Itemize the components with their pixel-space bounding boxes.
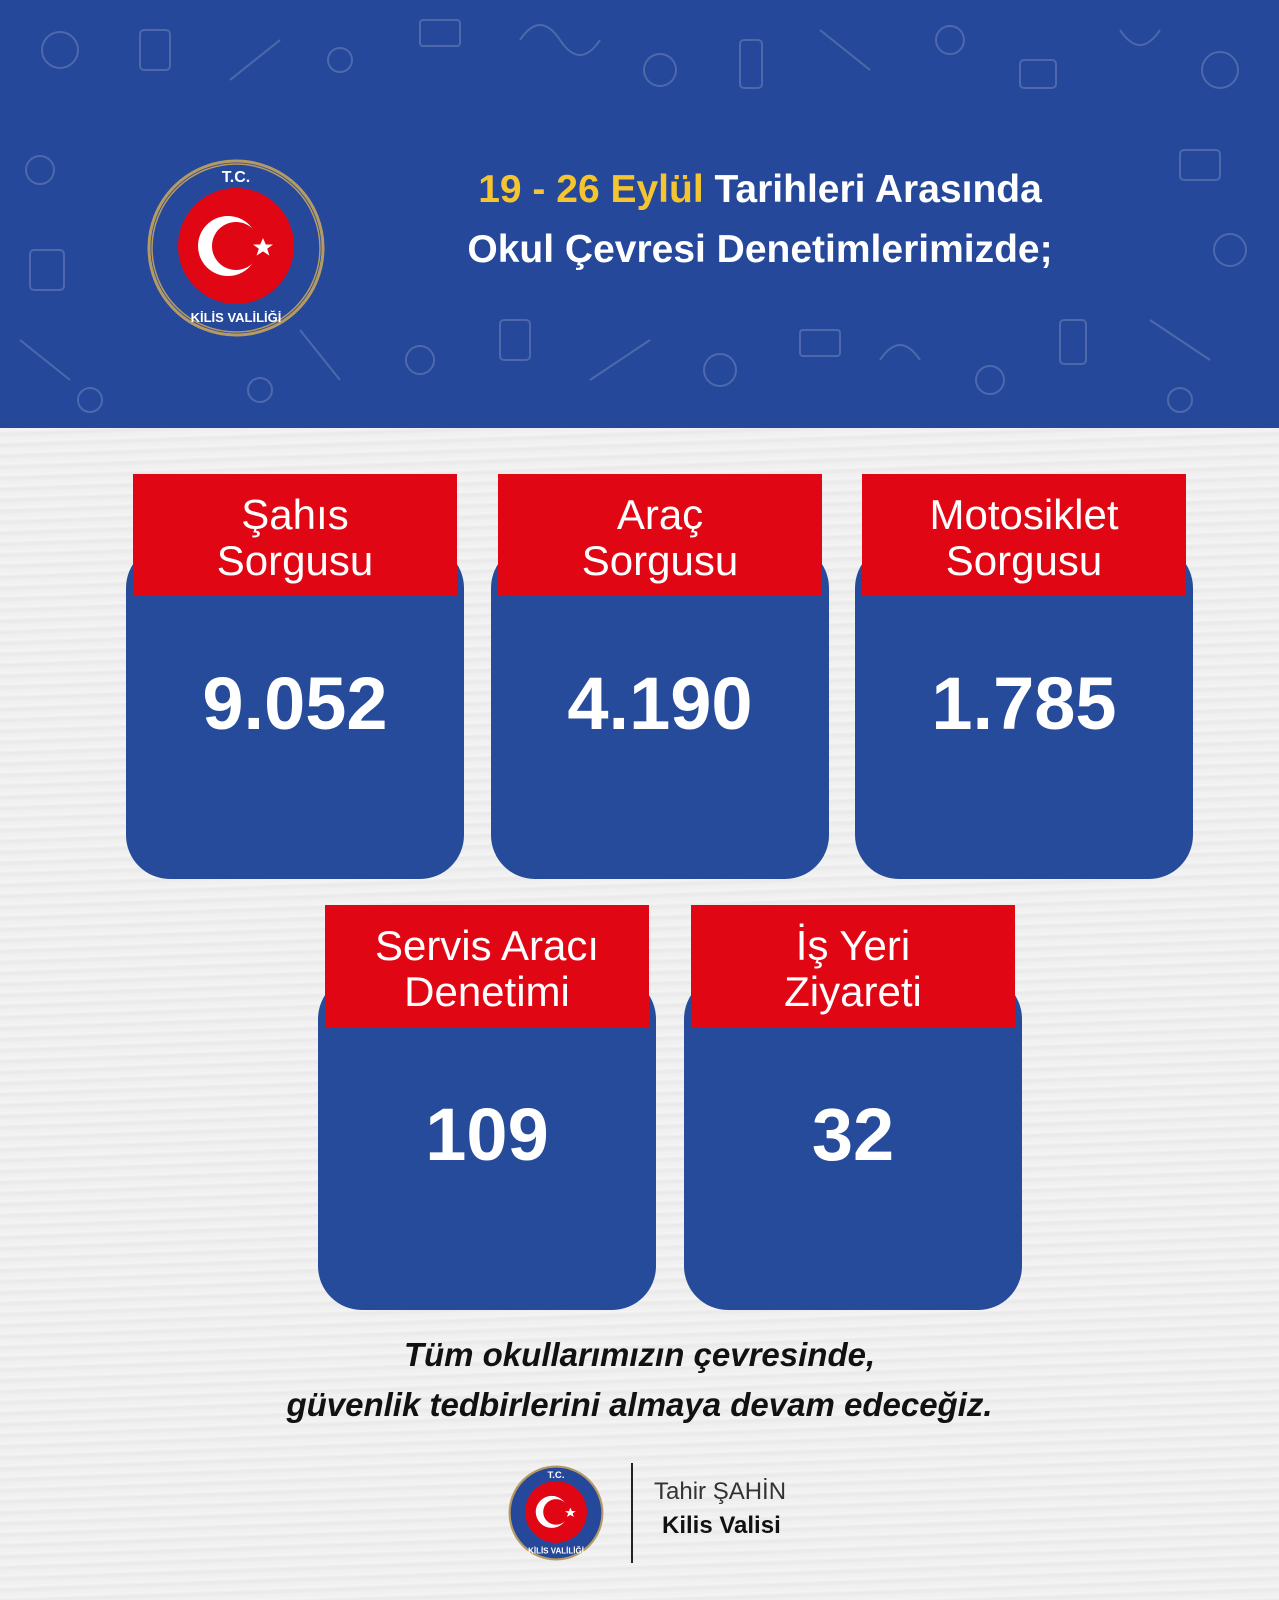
stat-card-is-yeri-ziyareti: [684, 905, 1022, 1310]
card-value: 1.785: [931, 662, 1117, 745]
date-range: 19 - 26 Eylül: [478, 168, 704, 211]
signer-name: Tahir ŞAHİN: [654, 1478, 787, 1505]
title-line-2: Okul Çevresi Denetimlerimizde;: [467, 228, 1053, 271]
card-label-line-2: Ziyareti: [784, 968, 922, 1015]
svg-text:T.C.: T.C.: [221, 169, 251, 186]
stat-card-sahis-sorgusu: [126, 474, 464, 879]
stat-card-arac-sorgusu: [491, 474, 829, 879]
kilis-valiligi-seal-logo: [146, 158, 326, 338]
page-title: [370, 160, 1150, 280]
card-label: [498, 474, 822, 596]
svg-text:KİLİS VALİLİĞİ: KİLİS VALİLİĞİ: [190, 310, 282, 325]
card-label-line-2: Sorgusu: [581, 537, 739, 584]
card-label: [325, 905, 649, 1027]
title-line-1-rest: Tarihleri Arasında: [703, 168, 1042, 211]
card-label: [691, 905, 1015, 1027]
card-label-line-1: Servis Aracı: [374, 922, 600, 969]
card-label-line-2: Denetimi: [404, 968, 570, 1015]
svg-text:T.C.: T.C.: [547, 1469, 565, 1481]
closing-message-line-1: Tüm okullarımızın çevresinde,: [403, 1336, 876, 1373]
signer-title: Kilis Valisi: [662, 1512, 781, 1539]
closing-message-line-2: güvenlik tedbirlerini almaya devam edeceğiz.: [286, 1386, 993, 1423]
card-label-line-1: Araç: [616, 491, 704, 538]
card-value: 109: [425, 1093, 549, 1176]
stat-card-servis-araci-denetimi: [318, 905, 656, 1310]
card-value: 4.190: [567, 662, 753, 745]
card-label-line-1: Motosiklet: [929, 491, 1119, 538]
signature-divider: [631, 1463, 633, 1563]
closing-message: [0, 1330, 1279, 1430]
card-label-line-2: Sorgusu: [216, 537, 374, 584]
card-label-line-2: Sorgusu: [945, 537, 1103, 584]
card-label-line-1: İş Yeri: [795, 922, 911, 969]
card-label-line-1: Şahıs: [241, 491, 349, 538]
stat-card-motosiklet-sorgusu: [855, 474, 1193, 879]
card-value: 9.052: [202, 662, 388, 745]
kilis-valiligi-seal-logo-small: [508, 1465, 604, 1561]
card-label: [862, 474, 1186, 596]
header-banner: [0, 0, 1279, 428]
svg-text:KİLİS VALİLİĞİ: KİLİS VALİLİĞİ: [528, 1546, 584, 1556]
card-label: [133, 474, 457, 596]
card-value: 32: [811, 1093, 895, 1176]
title-line-1: [370, 160, 1150, 220]
